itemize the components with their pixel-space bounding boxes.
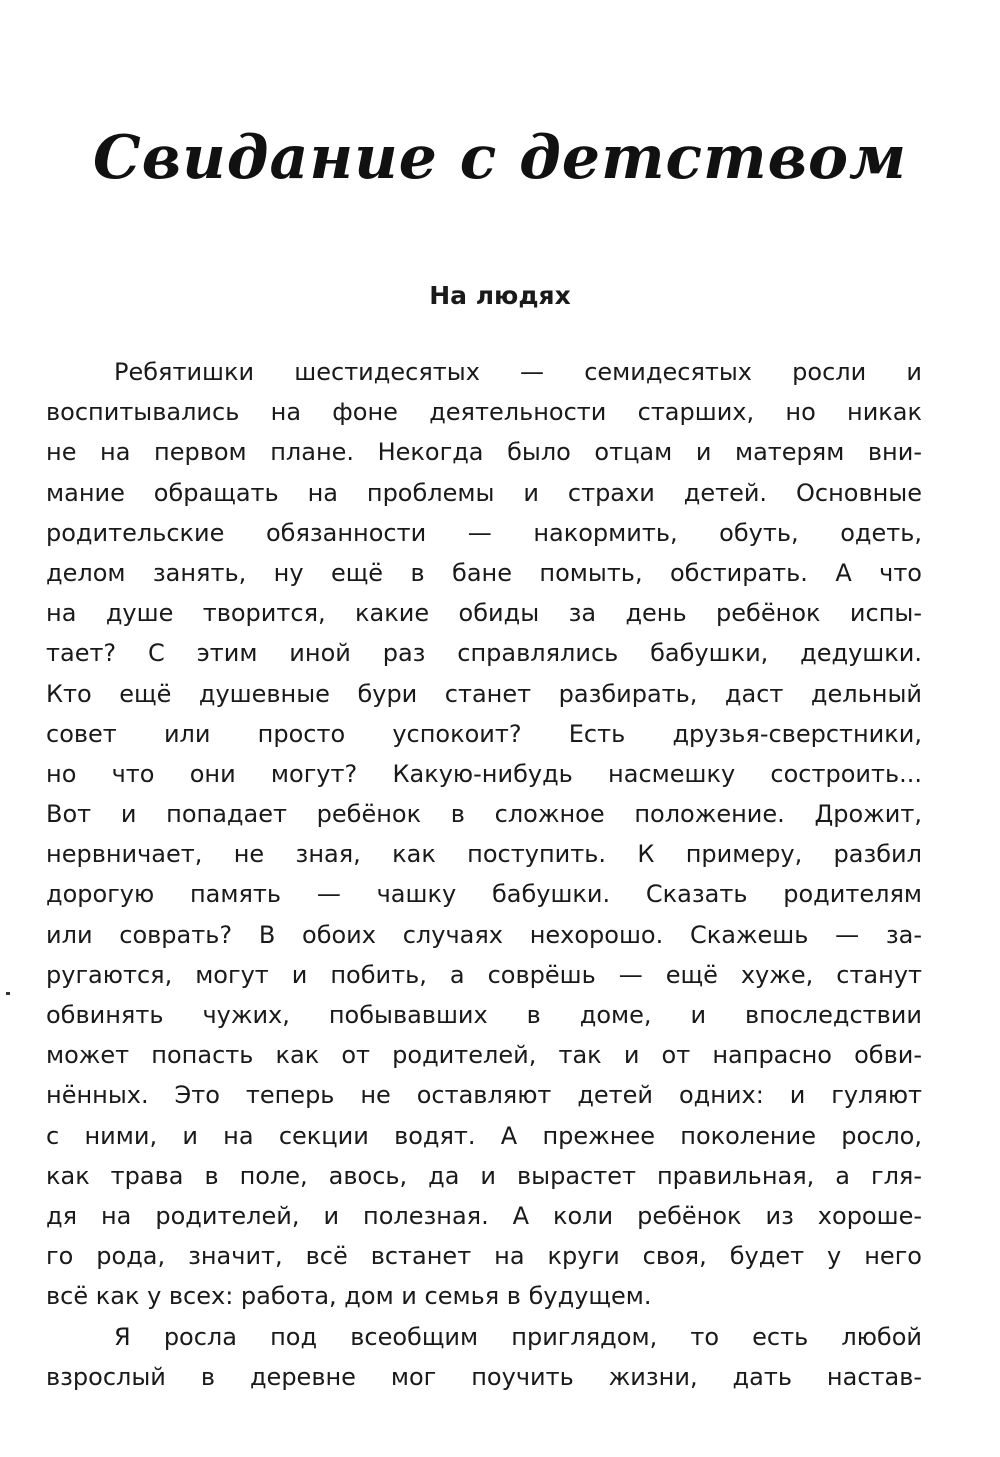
text-line: всё как у всех: работа, дом и семья в будущем. <box>46 1282 652 1311</box>
text-line: мание обращать на проблемы и страхи детей. Основные <box>46 478 922 507</box>
text-line: тает? С этим иной раз справлялись бабушки, дедушки. <box>46 639 922 668</box>
text-line: нервничает, не зная, как поступить. К примеру, разбил <box>46 840 922 869</box>
text-line: на душе творится, какие обиды за день ребёнок испы- <box>46 599 922 628</box>
body-text <box>46 352 922 1397</box>
text-line: или соврать? В обоих случаях нехорошо. Скажешь — за- <box>46 920 922 949</box>
text-line: го рода, значит, всё встанет на круги своя, будет у него <box>46 1242 922 1271</box>
text-line: нённых. Это теперь не оставляют детей одних: и гуляют <box>46 1081 922 1110</box>
text-line: с ними, и на секции водят. А прежнее поколение росло, <box>46 1121 922 1150</box>
text-line: дорогую память — чашку бабушки. Сказать родителям <box>46 880 922 909</box>
text-line: делом занять, ну ещё в бане помыть, обстирать. А что <box>46 558 922 587</box>
text-line: Я росла под всеобщим приглядом, то есть любой <box>114 1322 922 1351</box>
text-line: как трава в поле, авось, да и вырастет правильная, а гля- <box>46 1161 922 1190</box>
text-line: дя на родителей, и полезная. А коли ребёнок из хороше- <box>46 1201 922 1230</box>
text-line: ругаются, могут и побить, а соврёшь — ещё хуже, станут <box>46 960 922 989</box>
text-line: обвинять чужих, побывавших в доме, и впоследствии <box>46 1001 922 1029</box>
text-line: воспитывались на фоне деятельности старших, но никак <box>46 398 922 427</box>
text-line: может попасть как от родителей, так и от напрасно обви- <box>46 1041 922 1070</box>
margin-mark <box>6 992 10 995</box>
text-line: Кто ещё душевные бури станет разбирать, даст дельный <box>46 679 922 708</box>
text-line: не на первом плане. Некогда было отцам и матерям вни- <box>46 438 922 467</box>
section-title: На людях <box>429 281 571 310</box>
text-line: взрослый в деревне мог поучить жизни, дать настав- <box>46 1362 922 1391</box>
text-line: Ребятишки шестидесятых — семидесятых росли и <box>114 358 922 386</box>
chapter-title: Свидание с детством <box>92 123 908 193</box>
text-line: Вот и попадает ребёнок в сложное положение. Дрожит, <box>46 800 922 829</box>
text-line: но что они могут? Какую-нибудь насмешку состроить... <box>46 759 922 788</box>
text-line: родительские обязанности — накормить, обуть, одеть, <box>46 518 922 547</box>
text-line: совет или просто успокоит? Есть друзья-сверстники, <box>46 719 922 748</box>
